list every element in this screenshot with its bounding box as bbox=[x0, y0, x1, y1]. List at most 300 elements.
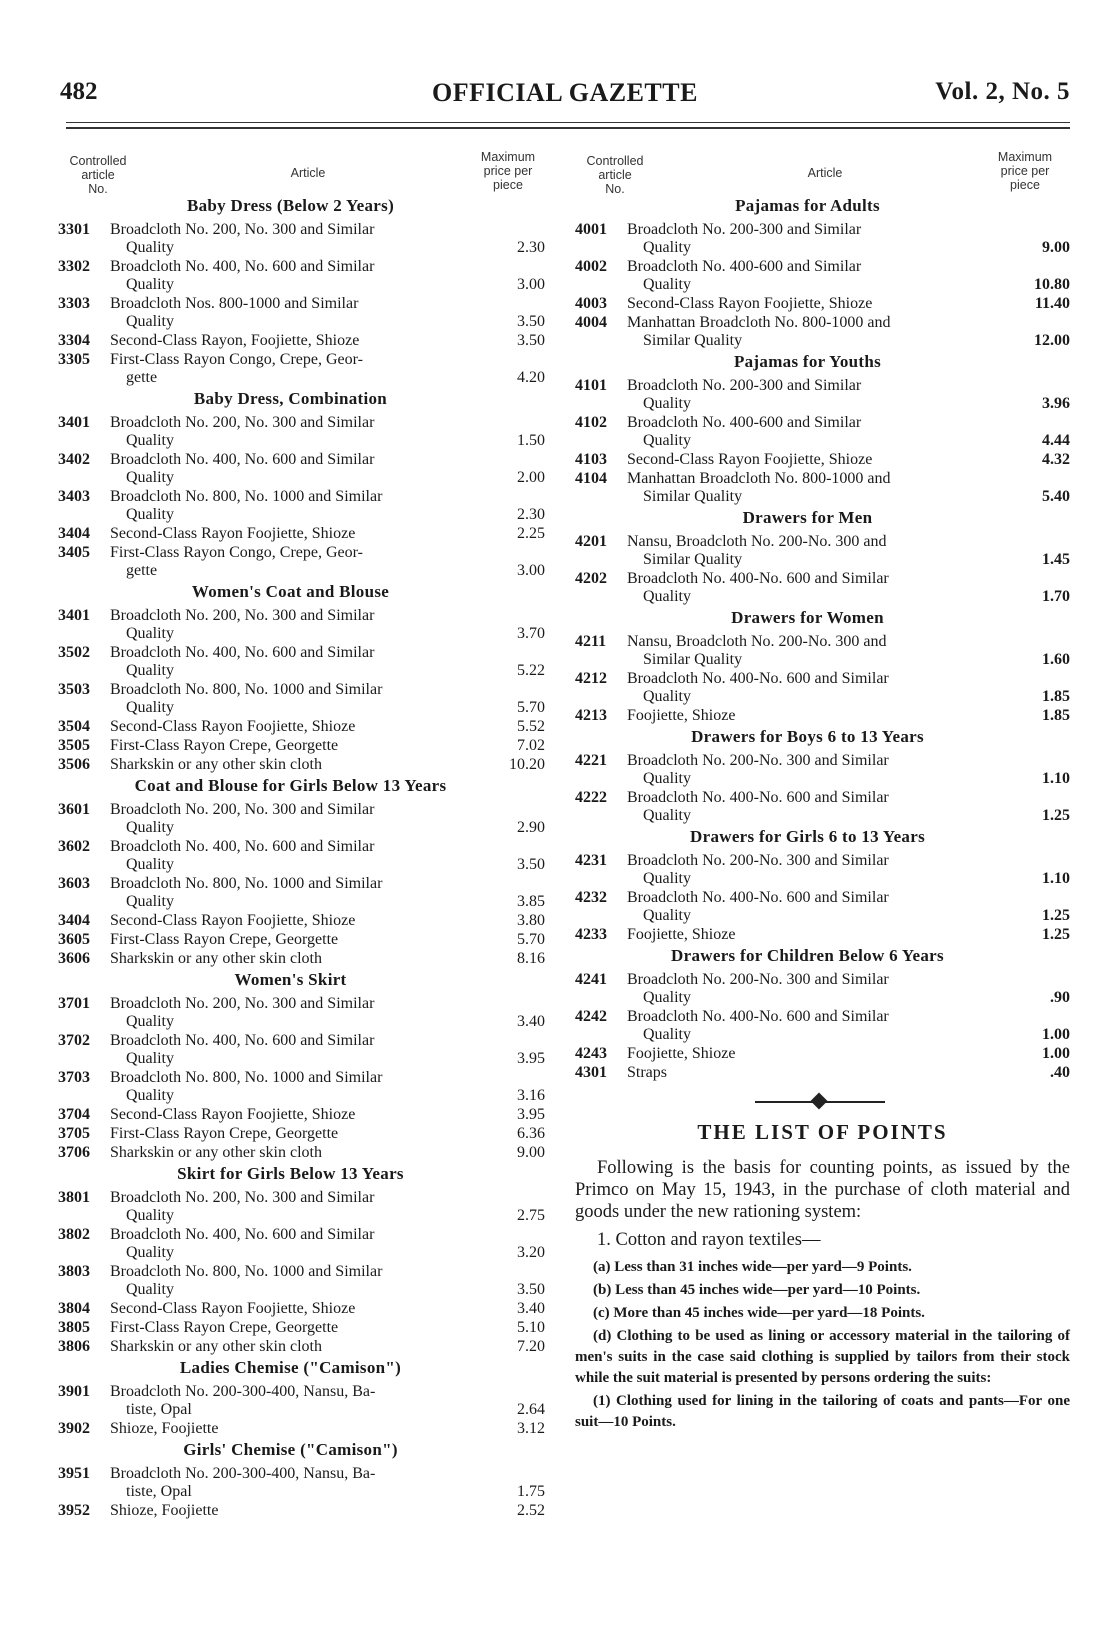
section-title: Women's Skirt bbox=[234, 970, 347, 989]
list-of-points-intro: Following is the basis for counting points, as issued by the Primco on May 15, 1943, in the purchase of cloth material and goods under the new rationing system: bbox=[575, 1158, 1070, 1222]
max-price: 2.30 bbox=[517, 506, 545, 523]
header-max-price: Maximum price per piece bbox=[480, 150, 536, 192]
article-number: 4241 bbox=[575, 971, 607, 988]
max-price: 3.50 bbox=[517, 1281, 545, 1298]
max-price: 8.16 bbox=[517, 950, 545, 967]
max-price: 5.52 bbox=[517, 718, 545, 735]
article-description bbox=[627, 633, 995, 669]
article-number: 3506 bbox=[58, 756, 90, 773]
article-description bbox=[110, 1263, 478, 1299]
header-article: Article bbox=[290, 166, 326, 180]
article-line-1: Broadcloth No. 800, No. 1000 and Similar bbox=[110, 488, 383, 505]
article-row bbox=[575, 852, 1070, 888]
article-row bbox=[58, 737, 553, 755]
article-row bbox=[575, 889, 1070, 925]
article-description bbox=[110, 718, 478, 736]
article-description bbox=[627, 221, 995, 257]
points-item-c: (c) More than 45 inches wide—per yard—18 Points. bbox=[593, 1305, 925, 1321]
article-line-2: Quality bbox=[126, 1207, 174, 1224]
article-line-1: Broadcloth No. 400-No. 600 and Similar bbox=[627, 889, 889, 906]
article-line-1: Broadcloth No. 200-300 and Similar bbox=[627, 377, 862, 394]
max-price: 3.00 bbox=[517, 562, 545, 579]
section-title: Drawers for Boys 6 to 13 Years bbox=[691, 727, 924, 746]
article-description bbox=[110, 488, 478, 524]
article-number: 4202 bbox=[575, 570, 607, 587]
article-number: 4222 bbox=[575, 789, 607, 806]
article-row bbox=[58, 931, 553, 949]
max-price: 3.40 bbox=[517, 1013, 545, 1030]
article-line-2: tiste, Opal bbox=[126, 1401, 192, 1418]
article-row bbox=[58, 1189, 553, 1225]
section-title: Baby Dress, Combination bbox=[193, 389, 388, 408]
max-price: 3.50 bbox=[517, 332, 545, 349]
article-row bbox=[58, 221, 553, 257]
article-row bbox=[575, 258, 1070, 294]
article-description bbox=[110, 1300, 478, 1318]
article-number: 3701 bbox=[58, 995, 90, 1012]
article-line-2: Quality bbox=[126, 856, 174, 873]
max-price: 3.50 bbox=[517, 313, 545, 330]
article-row bbox=[58, 1319, 553, 1337]
article-line-1: Broadcloth No. 400-No. 600 and Similar bbox=[627, 570, 889, 587]
article-row bbox=[58, 1106, 553, 1124]
article-description bbox=[110, 912, 478, 930]
max-price: 3.95 bbox=[517, 1106, 545, 1123]
article-row bbox=[575, 971, 1070, 1007]
article-line-1: Sharkskin or any other skin cloth bbox=[110, 756, 322, 773]
max-price: 1.60 bbox=[1042, 651, 1070, 668]
article-description bbox=[627, 570, 995, 606]
article-number: 3503 bbox=[58, 681, 90, 698]
article-row bbox=[58, 351, 553, 387]
article-row bbox=[58, 1144, 553, 1162]
article-line-1: Broadcloth No. 400-600 and Similar bbox=[627, 258, 862, 275]
article-number: 4243 bbox=[575, 1045, 607, 1062]
article-line-1: First-Class Rayon Crepe, Georgette bbox=[110, 1125, 339, 1142]
article-line-1: Broadcloth No. 200, No. 300 and Similar bbox=[110, 995, 375, 1012]
article-row bbox=[575, 377, 1070, 413]
article-line-1: Foojiette, Shioze bbox=[627, 926, 736, 943]
article-description bbox=[627, 852, 995, 888]
article-line-1: Straps bbox=[627, 1064, 667, 1081]
article-description bbox=[627, 971, 995, 1007]
article-number: 3304 bbox=[58, 332, 90, 349]
max-price: 1.85 bbox=[1042, 707, 1070, 724]
article-row bbox=[58, 1338, 553, 1356]
article-row bbox=[58, 1226, 553, 1262]
article-description bbox=[110, 1338, 478, 1356]
header-max-price: Maximum price per piece bbox=[997, 150, 1053, 192]
article-number: 3951 bbox=[58, 1465, 90, 1482]
article-line-1: Second-Class Rayon Foojiette, Shioze bbox=[627, 451, 873, 468]
article-description bbox=[627, 926, 995, 944]
right-column bbox=[575, 150, 1070, 1435]
article-number: 4101 bbox=[575, 377, 607, 394]
article-description bbox=[110, 414, 478, 450]
max-price: 10.20 bbox=[509, 756, 545, 773]
article-number: 4231 bbox=[575, 852, 607, 869]
article-number: 4242 bbox=[575, 1008, 607, 1025]
article-number: 3702 bbox=[58, 1032, 90, 1049]
article-row bbox=[58, 607, 553, 643]
max-price: 9.00 bbox=[517, 1144, 545, 1161]
max-price: 5.22 bbox=[517, 662, 545, 679]
article-line-1: Sharkskin or any other skin cloth bbox=[110, 1338, 322, 1355]
article-number: 3805 bbox=[58, 1319, 90, 1336]
max-price: 12.00 bbox=[1034, 332, 1070, 349]
article-row bbox=[58, 681, 553, 717]
article-line-2: Quality bbox=[643, 276, 691, 293]
article-row bbox=[58, 1032, 553, 1068]
article-line-2: Quality bbox=[643, 770, 691, 787]
article-number: 3606 bbox=[58, 950, 90, 967]
article-description bbox=[627, 1045, 995, 1063]
header-article-no: Controlled article No. bbox=[586, 154, 644, 196]
article-number: 3704 bbox=[58, 1106, 90, 1123]
article-line-2: Quality bbox=[126, 1013, 174, 1030]
section-title: Drawers for Women bbox=[731, 608, 884, 627]
list-of-points-title: THE LIST OF POINTS bbox=[697, 1120, 948, 1144]
article-description bbox=[110, 607, 478, 643]
article-line-1: Shioze, Foojiette bbox=[110, 1420, 219, 1437]
article-line-1: Broadcloth No. 200-No. 300 and Similar bbox=[627, 752, 889, 769]
article-row bbox=[575, 1064, 1070, 1082]
article-line-2: Quality bbox=[126, 1087, 174, 1104]
article-number: 4103 bbox=[575, 451, 607, 468]
article-number: 3405 bbox=[58, 544, 90, 561]
article-line-2: tiste, Opal bbox=[126, 1483, 192, 1500]
masthead bbox=[60, 78, 1070, 114]
article-row bbox=[58, 950, 553, 968]
article-description bbox=[110, 838, 478, 874]
article-line-2: Quality bbox=[126, 239, 174, 256]
article-line-1: Foojiette, Shioze bbox=[627, 1045, 736, 1062]
max-price: 5.10 bbox=[517, 1319, 545, 1336]
article-description bbox=[110, 801, 478, 837]
article-row bbox=[575, 707, 1070, 725]
article-line-2: gette bbox=[126, 369, 158, 386]
max-price: 1.10 bbox=[1042, 870, 1070, 887]
article-line-1: Broadcloth No. 200, No. 300 and Similar bbox=[110, 414, 375, 431]
article-description bbox=[110, 1319, 478, 1337]
article-row bbox=[58, 295, 553, 331]
max-price: 1.25 bbox=[1042, 926, 1070, 943]
article-number: 4102 bbox=[575, 414, 607, 431]
section-title: Pajamas for Adults bbox=[735, 196, 880, 215]
max-price: 6.36 bbox=[517, 1125, 545, 1142]
article-line-1: Broadcloth No. 400, No. 600 and Similar bbox=[110, 838, 375, 855]
max-price: 2.90 bbox=[517, 819, 545, 836]
article-description bbox=[110, 681, 478, 717]
article-description bbox=[110, 451, 478, 487]
article-line-1: Broadcloth No. 400, No. 600 and Similar bbox=[110, 258, 375, 275]
article-description bbox=[627, 258, 995, 294]
article-line-1: Broadcloth No. 800, No. 1000 and Similar bbox=[110, 875, 383, 892]
article-line-1: Broadcloth No. 400, No. 600 and Similar bbox=[110, 644, 375, 661]
article-row bbox=[58, 488, 553, 524]
article-line-1: Broadcloth No. 200, No. 300 and Similar bbox=[110, 801, 375, 818]
header-rule bbox=[66, 122, 1070, 123]
max-price: 2.00 bbox=[517, 469, 545, 486]
article-line-1: Second-Class Rayon Foojiette, Shioze bbox=[110, 912, 356, 929]
section-title: Drawers for Men bbox=[742, 508, 873, 527]
max-price: 1.45 bbox=[1042, 551, 1070, 568]
article-number: 3404 bbox=[58, 525, 90, 542]
article-number: 3804 bbox=[58, 1300, 90, 1317]
max-price: 3.85 bbox=[517, 893, 545, 910]
article-row bbox=[575, 414, 1070, 450]
article-number: 3401 bbox=[58, 414, 90, 431]
article-line-2: Similar Quality bbox=[643, 488, 743, 505]
max-price: 3.80 bbox=[517, 912, 545, 929]
article-line-2: Quality bbox=[126, 699, 174, 716]
article-row bbox=[575, 221, 1070, 257]
article-line-1: First-Class Rayon Congo, Crepe, Geor- bbox=[110, 351, 363, 368]
article-line-2: Similar Quality bbox=[643, 551, 743, 568]
max-price: 5.70 bbox=[517, 699, 545, 716]
article-line-1: Broadcloth No. 800, No. 1000 and Similar bbox=[110, 1069, 383, 1086]
max-price: 5.40 bbox=[1042, 488, 1070, 505]
article-row bbox=[58, 451, 553, 487]
page-number: 482 bbox=[60, 78, 98, 105]
article-row bbox=[58, 1502, 553, 1520]
article-number: 4221 bbox=[575, 752, 607, 769]
article-line-2: Quality bbox=[126, 313, 174, 330]
article-row bbox=[58, 756, 553, 774]
article-description bbox=[627, 314, 995, 350]
article-description bbox=[110, 1502, 478, 1520]
max-price: 3.70 bbox=[517, 625, 545, 642]
article-line-2: Quality bbox=[126, 662, 174, 679]
article-description bbox=[627, 889, 995, 925]
article-number: 4301 bbox=[575, 1064, 607, 1081]
article-description bbox=[627, 752, 995, 788]
article-row bbox=[58, 995, 553, 1031]
max-price: 7.02 bbox=[517, 737, 545, 754]
article-line-2: Quality bbox=[643, 395, 691, 412]
article-line-1: Broadcloth No. 200-300 and Similar bbox=[627, 221, 862, 238]
article-number: 4004 bbox=[575, 314, 607, 331]
article-row bbox=[575, 926, 1070, 944]
header-rule-thick bbox=[66, 127, 1070, 129]
article-description bbox=[110, 875, 478, 911]
article-line-1: Broadcloth No. 800, No. 1000 and Similar bbox=[110, 681, 383, 698]
article-number: 3303 bbox=[58, 295, 90, 312]
article-number: 3305 bbox=[58, 351, 90, 368]
article-number: 3602 bbox=[58, 838, 90, 855]
right-column-body bbox=[575, 196, 1070, 1082]
article-row bbox=[575, 314, 1070, 350]
article-row bbox=[58, 332, 553, 350]
max-price: 7.20 bbox=[517, 1338, 545, 1355]
article-line-2: Quality bbox=[126, 432, 174, 449]
article-description bbox=[110, 950, 478, 968]
article-description bbox=[110, 332, 478, 350]
article-number: 4212 bbox=[575, 670, 607, 687]
article-line-2: Quality bbox=[126, 893, 174, 910]
article-line-1: Broadcloth No. 400-No. 600 and Similar bbox=[627, 670, 889, 687]
max-price: 2.64 bbox=[517, 1401, 545, 1418]
article-row bbox=[58, 718, 553, 736]
diamond-ornament-icon bbox=[811, 1093, 828, 1110]
header-article: Article bbox=[807, 166, 843, 180]
article-row bbox=[58, 644, 553, 680]
article-row bbox=[58, 544, 553, 580]
max-price: 2.52 bbox=[517, 1502, 545, 1519]
article-description bbox=[110, 1465, 478, 1501]
max-price: 1.85 bbox=[1042, 688, 1070, 705]
article-line-2: Quality bbox=[126, 1244, 174, 1261]
article-description bbox=[627, 670, 995, 706]
article-description bbox=[627, 789, 995, 825]
article-description bbox=[110, 1125, 478, 1143]
article-line-2: Quality bbox=[643, 239, 691, 256]
max-price: 4.32 bbox=[1042, 451, 1070, 468]
max-price: 3.40 bbox=[517, 1300, 545, 1317]
max-price: 11.40 bbox=[1034, 295, 1070, 312]
article-line-1: Broadcloth No. 800, No. 1000 and Similar bbox=[110, 1263, 383, 1280]
max-price: .90 bbox=[1050, 989, 1070, 1006]
section-title: Pajamas for Youths bbox=[733, 352, 882, 371]
max-price: 1.25 bbox=[1042, 807, 1070, 824]
article-number: 3801 bbox=[58, 1189, 90, 1206]
article-line-2: Quality bbox=[126, 469, 174, 486]
column-header bbox=[575, 150, 1070, 194]
article-row bbox=[58, 1263, 553, 1299]
article-description bbox=[110, 351, 478, 387]
article-row bbox=[575, 451, 1070, 469]
article-line-1: Second-Class Rayon Foojiette, Shioze bbox=[110, 718, 356, 735]
article-line-1: Second-Class Rayon Foojiette, Shioze bbox=[110, 1300, 356, 1317]
section-title: Ladies Chemise ("Camison") bbox=[179, 1358, 402, 1377]
article-row bbox=[575, 789, 1070, 825]
article-description bbox=[110, 995, 478, 1031]
article-line-2: Similar Quality bbox=[643, 332, 743, 349]
article-number: 3502 bbox=[58, 644, 90, 661]
article-row bbox=[58, 801, 553, 837]
max-price: 1.50 bbox=[517, 432, 545, 449]
article-line-1: Broadcloth No. 400-600 and Similar bbox=[627, 414, 862, 431]
article-number: 3404 bbox=[58, 912, 90, 929]
article-line-2: Quality bbox=[643, 989, 691, 1006]
article-description bbox=[110, 644, 478, 680]
article-line-1: Broadcloth No. 200, No. 300 and Similar bbox=[110, 1189, 375, 1206]
article-row bbox=[58, 1465, 553, 1501]
article-description bbox=[110, 1032, 478, 1068]
article-number: 3605 bbox=[58, 931, 90, 948]
article-line-2: Quality bbox=[126, 506, 174, 523]
max-price: 3.00 bbox=[517, 276, 545, 293]
article-row bbox=[575, 752, 1070, 788]
article-row bbox=[575, 470, 1070, 506]
article-line-1: Broadcloth Nos. 800-1000 and Similar bbox=[110, 295, 359, 312]
max-price: 1.00 bbox=[1042, 1026, 1070, 1043]
column-header bbox=[58, 150, 553, 194]
section-title: Women's Coat and Blouse bbox=[191, 582, 390, 601]
article-description bbox=[627, 377, 995, 413]
article-number: 3901 bbox=[58, 1383, 90, 1400]
article-row bbox=[575, 533, 1070, 569]
points-item-d1: (1) Clothing used for lining in the tailoring of coats and pants—For one suit—10 Points. bbox=[575, 1393, 1070, 1430]
article-description bbox=[110, 1106, 478, 1124]
max-price: 10.80 bbox=[1034, 276, 1070, 293]
article-row bbox=[58, 838, 553, 874]
article-row bbox=[58, 1300, 553, 1318]
article-line-1: Second-Class Rayon, Foojiette, Shioze bbox=[110, 332, 360, 349]
article-line-1: First-Class Rayon Congo, Crepe, Geor- bbox=[110, 544, 363, 561]
article-number: 3505 bbox=[58, 737, 90, 754]
max-price: 1.00 bbox=[1042, 1045, 1070, 1062]
article-number: 3705 bbox=[58, 1125, 90, 1142]
article-number: 3301 bbox=[58, 221, 90, 238]
section-title: Drawers for Girls 6 to 13 Years bbox=[690, 827, 925, 846]
max-price: 9.00 bbox=[1042, 239, 1070, 256]
article-line-1: Foojiette, Shioze bbox=[627, 707, 736, 724]
article-description bbox=[110, 1144, 478, 1162]
max-price: 1.25 bbox=[1042, 907, 1070, 924]
section-title: Girls' Chemise ("Camison") bbox=[183, 1440, 398, 1459]
article-line-2: gette bbox=[126, 562, 158, 579]
article-number: 4211 bbox=[575, 633, 607, 650]
article-description bbox=[627, 707, 995, 725]
article-description bbox=[110, 737, 478, 755]
article-line-2: Quality bbox=[126, 819, 174, 836]
article-description bbox=[627, 414, 995, 450]
article-line-1: First-Class Rayon Crepe, Georgette bbox=[110, 737, 339, 754]
max-price: 3.50 bbox=[517, 856, 545, 873]
article-number: 3706 bbox=[58, 1144, 90, 1161]
page-title: OFFICIAL GAZETTE bbox=[432, 78, 698, 107]
article-description bbox=[627, 1064, 995, 1082]
article-number: 4001 bbox=[575, 221, 607, 238]
max-price: 4.20 bbox=[517, 369, 545, 386]
article-line-1: First-Class Rayon Crepe, Georgette bbox=[110, 1319, 339, 1336]
article-line-1: Broadcloth No. 400, No. 600 and Similar bbox=[110, 451, 375, 468]
article-number: 4104 bbox=[575, 470, 607, 487]
article-line-1: Broadcloth No. 400-No. 600 and Similar bbox=[627, 789, 889, 806]
max-price: 2.75 bbox=[517, 1207, 545, 1224]
section-title: Drawers for Children Below 6 Years bbox=[671, 946, 944, 965]
article-number: 3603 bbox=[58, 875, 90, 892]
article-number: 3401 bbox=[58, 607, 90, 624]
article-description bbox=[110, 295, 478, 331]
article-line-1: Second-Class Rayon Foojiette, Shioze bbox=[110, 525, 356, 542]
article-line-1: Nansu, Broadcloth No. 200-No. 300 and bbox=[627, 633, 887, 650]
max-price: 4.44 bbox=[1042, 432, 1070, 449]
article-description bbox=[110, 525, 478, 543]
article-line-1: First-Class Rayon Crepe, Georgette bbox=[110, 931, 339, 948]
max-price: 3.12 bbox=[517, 1420, 545, 1437]
article-row bbox=[58, 414, 553, 450]
article-number: 3902 bbox=[58, 1420, 90, 1437]
article-line-2: Quality bbox=[126, 625, 174, 642]
max-price: 2.30 bbox=[517, 239, 545, 256]
article-description bbox=[110, 544, 478, 580]
header-article-no: Controlled article No. bbox=[69, 154, 127, 196]
article-description bbox=[110, 258, 478, 294]
article-line-2: Quality bbox=[643, 907, 691, 924]
section-title: Baby Dress (Below 2 Years) bbox=[186, 196, 395, 215]
article-description bbox=[110, 1189, 478, 1225]
article-row bbox=[58, 1125, 553, 1143]
article-number: 4233 bbox=[575, 926, 607, 943]
max-price: 1.10 bbox=[1042, 770, 1070, 787]
article-description bbox=[110, 1420, 478, 1438]
max-price: .40 bbox=[1050, 1064, 1070, 1081]
article-number: 3803 bbox=[58, 1263, 90, 1280]
left-column-body bbox=[58, 196, 553, 1520]
article-number: 3703 bbox=[58, 1069, 90, 1086]
